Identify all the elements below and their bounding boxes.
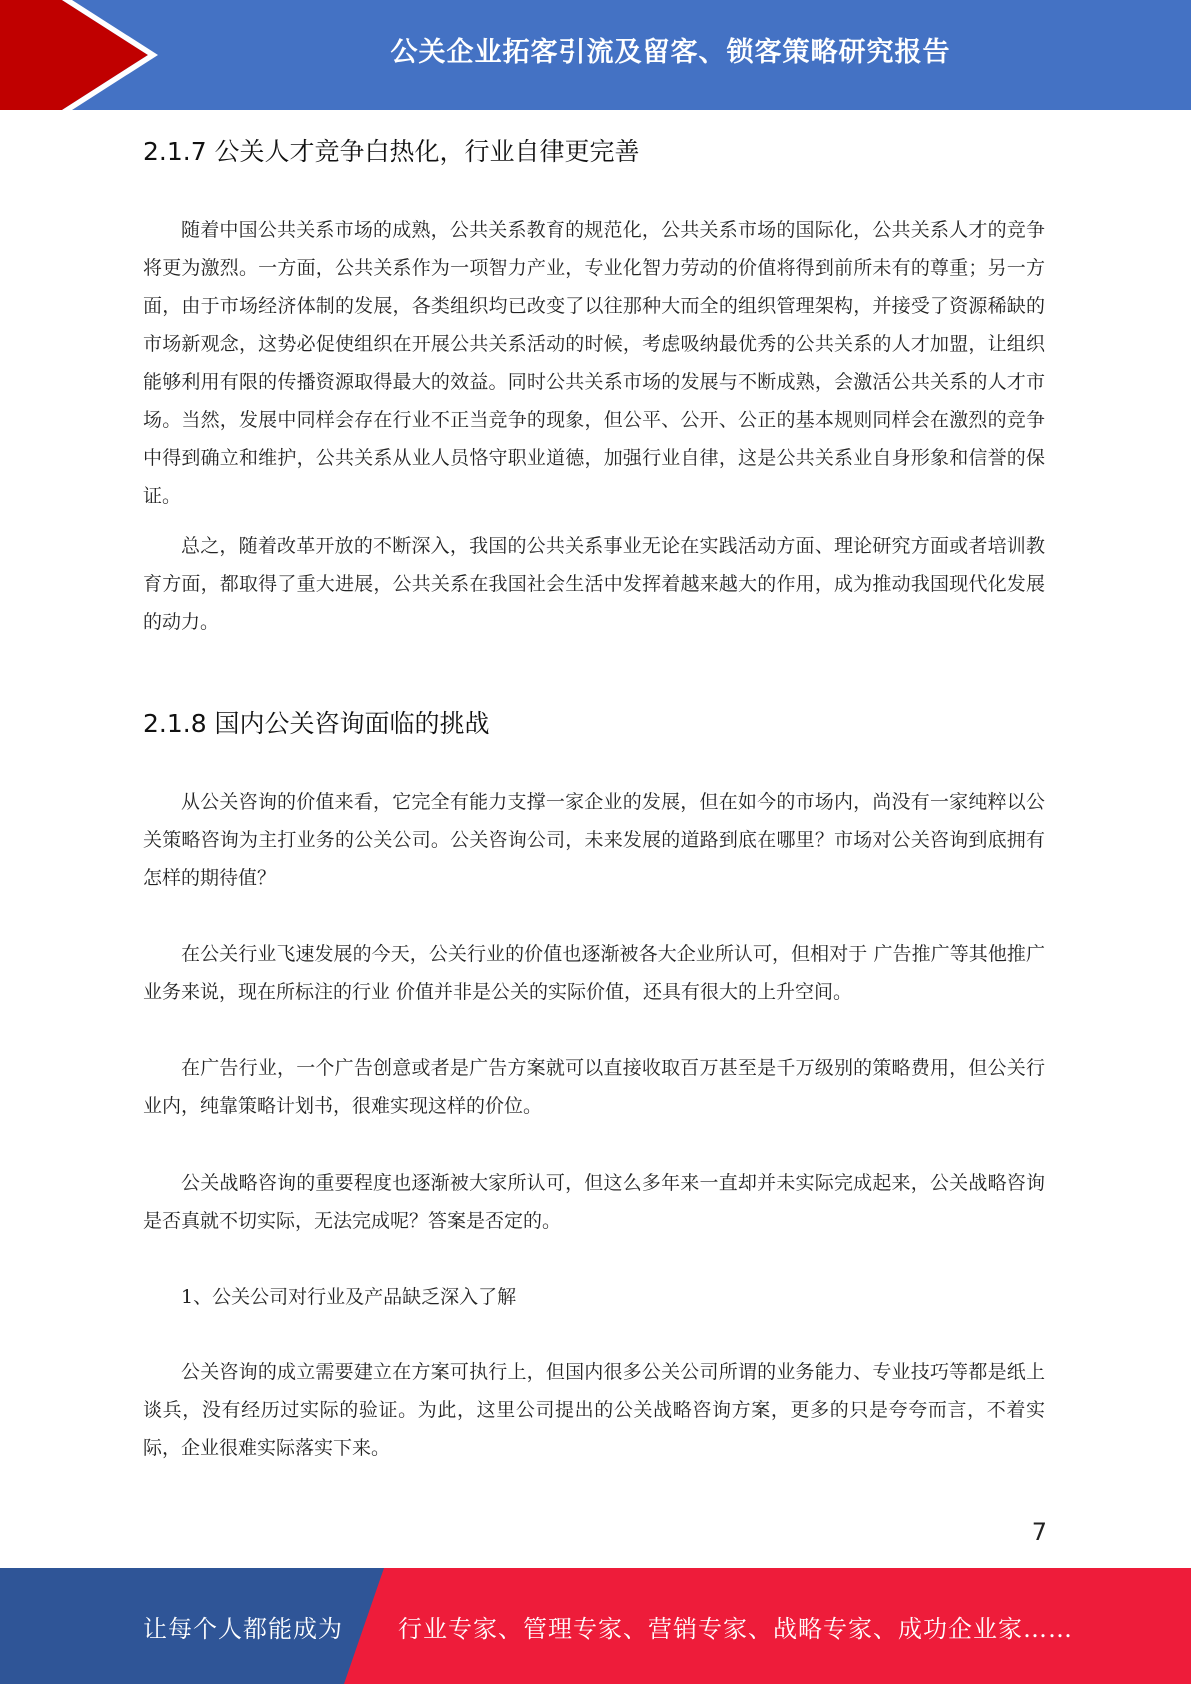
footer-slogan-left: 让每个人都能成为: [143, 1614, 343, 1643]
paragraph: 从公关咨询的价值来看，它完全有能力支撑一家企业的发展，但在如今的市场内，尚没有一家纯粹以公关策略咨询为主打业务的公关公司。公关咨询公司，未来发展的道路到底在哪里？市场对公关咨询到底拥有怎样的期待值？: [143, 791, 1045, 889]
section-heading: 2.1.8 国内公关咨询面临的挑战: [143, 709, 490, 738]
paragraph: 公关战略咨询的重要程度也逐渐被大家所认可，但这么多年来一直却并未实际完成起来，公关战略咨询是否真就不切实际，无法完成呢？答案是否定的。: [143, 1172, 1045, 1232]
paragraph: 总之，随着改革开放的不断深入，我国的公共关系事业无论在实践活动方面、理论研究方面或者培训教育方面，都取得了重大进展，公共关系在我国社会生活中发挥着越来越大的作用，成为推动我国现代化发展的动力。: [143, 535, 1045, 633]
paragraph: 在广告行业，一个广告创意或者是广告方案就可以直接收取百万甚至是千万级别的策略费用，但公关行业内，纯靠策略计划书，很难实现这样的价位。: [143, 1057, 1045, 1117]
report-title: 公关企业拓客引流及留客、锁客策略研究报告: [390, 36, 951, 68]
paragraph: 在公关行业飞速发展的今天，公关行业的价值也逐渐被各大企业所认可，但相对于 广告推广等其他推广业务来说，现在所标注的行业 价值并非是公关的实际价值，还具有很大的上升空间。: [143, 943, 1045, 1003]
paragraph: 随着中国公共关系市场的成熟，公共关系教育的规范化，公共关系市场的国际化，公共关系人才的竞争将更为激烈。一方面，公共关系作为一项智力产业，专业化智力劳动的价值将得到前所未有的尊重；另一方面，由于市场经济体制的发展，各类组织均已改变了以往那种大而全的组织管理架构，并接受了资源稀缺的市场新观念，这势必促使组织在开展公共关系活动的时候，考虑吸纳最优秀的公共关系的人才加盟，让组织能够利用有限的传播资源取得最大的效益。同时公共关系市场的发展与不断成熟，会激活公共关系的人才市场。当然，发展中同样会存在行业不正当竞争的现象，但公平、公开、公正的基本规则同样会在激烈的竞争中得到确立和维护，公共关系从业人员恪守职业道德，加强行业自律，这是公共关系业自身形象和信誉的保证。: [143, 219, 1045, 507]
paragraph: 公关咨询的成立需要建立在方案可执行上，但国内很多公关公司所谓的业务能力、专业技巧等都是纸上谈兵，没有经历过实际的验证。为此，这里公司提出的公关战略咨询方案，更多的只是夸夸而言，不着实际，企业很难实际落实下来。: [143, 1361, 1045, 1459]
page-header: [0, 0, 1191, 110]
list-item: 1、公关公司对行业及产品缺乏深入了解: [181, 1286, 517, 1308]
footer-slogan-right: 行业专家、管理专家、营销专家、战略专家、成功企业家……: [398, 1614, 1073, 1643]
page-footer: [0, 1568, 1191, 1684]
section-heading: 2.1.7 公关人才竞争白热化，行业自律更完善: [143, 137, 640, 166]
page-number: 7: [1031, 1518, 1047, 1546]
